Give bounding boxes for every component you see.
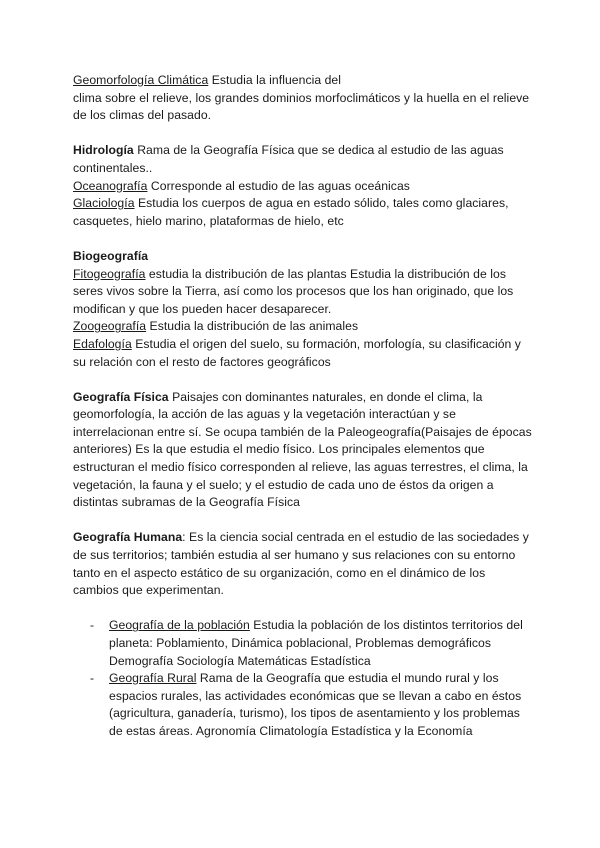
geografia-fisica-title: Geografía Física bbox=[73, 389, 169, 404]
oceanografia-text: Corresponde al estudio de las aguas oceánicas bbox=[147, 178, 410, 193]
edafologia-text: Estudia el origen del suelo, su formación, morfología, su clasificación y su relación con el resto de factores geográficos bbox=[73, 336, 521, 369]
zoogeografia-paragraph bbox=[73, 318, 533, 336]
oceanografia-paragraph bbox=[73, 178, 533, 196]
oceanografia-term: Oceanografía bbox=[73, 178, 148, 193]
geomorfologia-continuation: clima sobre el relieve, los grandes dominios morfoclimáticos y la huella en el relieve de los climas del pasado. bbox=[73, 90, 530, 123]
fitogeografia-text: estudia la distribución de las plantas Estudia la distribución de los seres vivos sobre la Tierra, así como los procesos que los han originado, que los modifican y que los pueden hacer desaparecer. bbox=[73, 266, 514, 316]
geografia-fisica-text: Paisajes con dominantes naturales, en donde el clima, la geomorfología, la acción de las aguas y la vegetación interactúan y se interrelacionan entre sí. Se ocupa también de la Paleogeografía(Paisajes de épocas anteriores) Es la que estudia el medio físico. Los principales elementos que estructuran el medio físico corresponden al relieve, las aguas terrestres, el clima, la vegetación, la fauna y el suelo; y el estudio de cada uno de éstos da origen a distintas subramas de la Geografía Física bbox=[73, 389, 532, 510]
zoogeografia-term: Zoogeografía bbox=[73, 319, 147, 334]
bullet-dash: - bbox=[90, 671, 95, 686]
geomorfologia-text-1: Estudia la influencia del bbox=[208, 73, 342, 87]
fitogeografia-term: Fitogeografía bbox=[73, 266, 146, 281]
glaciologia-paragraph bbox=[73, 195, 533, 230]
biogeografia-title: Biogeografía bbox=[73, 248, 149, 263]
poblacion-text: Estudia la población de los distintos territorios del planeta: Poblamiento, Dinámica poblacional, Problemas demográficos Demografía Sociología Matemáticas Estadística bbox=[109, 618, 523, 668]
geomorfologia-term: Geomorfología Climática bbox=[73, 73, 209, 87]
document-body bbox=[73, 72, 533, 741]
list-item bbox=[73, 617, 533, 670]
zoogeografia-text: Estudia la distribución de las animales bbox=[146, 319, 359, 334]
geografia-humana-list bbox=[73, 617, 533, 740]
geografia-fisica-paragraph bbox=[73, 389, 533, 512]
hidrologia-title: Hidrología bbox=[73, 143, 134, 158]
hidrologia-paragraph bbox=[73, 142, 533, 177]
fitogeografia-paragraph bbox=[73, 266, 533, 319]
geomorfologia-paragraph bbox=[73, 72, 533, 90]
bullet-dash: - bbox=[90, 618, 95, 633]
poblacion-term: Geografía de la población bbox=[109, 618, 250, 633]
geografia-humana-title: Geografía Humana bbox=[73, 530, 183, 545]
edafologia-term: Edafología bbox=[73, 336, 132, 351]
edafologia-paragraph bbox=[73, 336, 533, 371]
glaciologia-term: Glaciología bbox=[73, 196, 135, 211]
rural-text: Rama de la Geografía que estudia el mundo rural y los espacios rurales, las actividades económicas que se llevan a cabo en éstos (agricultura, ganadería, turismo), los tipos de asentamiento y los problemas de estas áreas. Agronomía Climatología Estadística y la Economía bbox=[109, 671, 522, 738]
list-item bbox=[73, 670, 533, 740]
hidrologia-text: Rama de la Geografía Física que se dedica al estudio de las aguas continentales.. bbox=[73, 143, 504, 175]
geografia-humana-paragraph bbox=[73, 529, 533, 599]
geografia-humana-text: : Es la ciencia social centrada en el estudio de las sociedades y de sus territorios; también estudia al ser humano y sus relaciones con su entorno tanto en el aspecto estático de su organización, como en el dinámico de los cambios que experimentan. bbox=[73, 530, 529, 598]
rural-term: Geografía Rural bbox=[109, 671, 197, 686]
glaciologia-text: Estudia los cuerpos de agua en estado sólido, tales como glaciares, casquetes, hielo marino, plataformas de hielo, etc bbox=[73, 196, 509, 228]
